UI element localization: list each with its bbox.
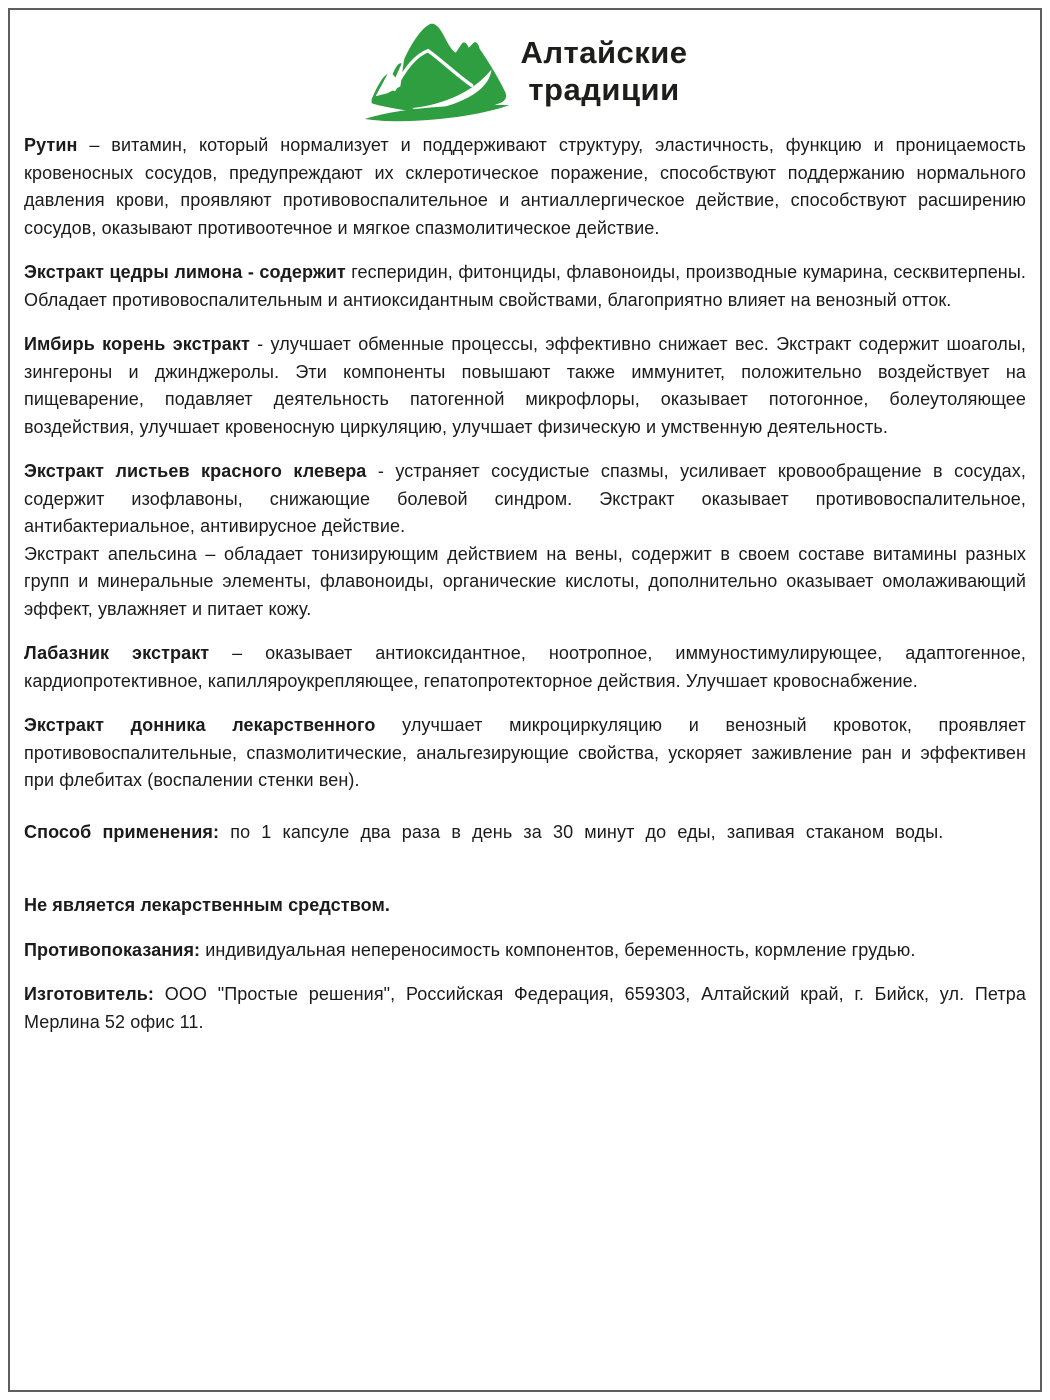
ingredient-name-ginger-root: Имбирь корень экстракт <box>24 334 250 354</box>
usage-directions-text: по 1 капсуле два раза в день за 30 минут до еды, запивая стаканом воды. <box>219 821 944 842</box>
paragraph-orange-extract <box>24 541 1026 624</box>
manufacturer-text: ООО "Простые решения", Российская Федерация, 659303, Алтайский край, г. Бийск, ул. Петра Мерлина 52 офис 11. <box>24 984 1026 1032</box>
brand-name <box>520 34 687 108</box>
ingredient-desc-rutin: – витамин, который нормализует и поддерживают структуру, эластичность, функцию и проницаемость кровеносных сосудов, предупреждают их склеротическое поражение, способствуют поддержанию нормального давления крови, проявляют противовоспалительное и антиаллергическое действие, способствуют расширению сосудов, оказывают противоотечное и мягкое спазмолитическое действие. <box>24 135 1026 238</box>
paragraph-manufacturer <box>24 981 1026 1036</box>
usage-directions-label: Способ применения: <box>24 821 220 842</box>
manufacturer-label: Изготовитель: <box>24 984 155 1004</box>
not-a-medicine-notice: Не является лекарственным средством. <box>24 895 390 915</box>
contraindications-text: индивидуальная непереносимость компонентов, беременность, кормление грудью. <box>200 939 916 960</box>
paragraph-sweet-clover-extract <box>24 712 1026 795</box>
paragraph-contraindications <box>24 937 1026 965</box>
ingredient-desc-lemon-peel: гесперидин, фитонциды, флавоноиды, производные кумарина, сесквитерпены. Обладает противовоспалительным и антиоксидантным свойствами, благоприятно влияет на венозный отток. <box>24 262 1026 310</box>
mountain-back-shape <box>372 24 506 114</box>
description-text <box>24 132 1026 1036</box>
paragraph-lemon-peel-extract <box>24 259 1026 314</box>
paragraph-usage-directions <box>24 819 1026 847</box>
brand-logo <box>24 14 1026 126</box>
paragraph-ginger-root-extract <box>24 331 1026 441</box>
ingredient-name-rutin: Рутин <box>24 135 78 155</box>
ingredient-name-red-clover: Экстракт листьев красного клевера <box>24 461 367 481</box>
paragraph-red-clover-extract <box>24 458 1026 541</box>
contraindications-label: Противопоказания: <box>24 939 201 960</box>
paragraph-meadowsweet-extract <box>24 640 1026 695</box>
paragraph-rutin <box>24 132 1026 242</box>
brand-name-line-2: традиции <box>528 72 680 107</box>
ingredient-name-lemon-peel: Экстракт цедры лимона - содержит <box>24 262 346 282</box>
ingredient-desc-meadowsweet: – оказывает антиоксидантное, ноотропное, иммуностимулирующее, адаптогенное, кардиопротективное, капилляроукрепляющее, гепатопротекторное действия. Улучшает кровоснабжение. <box>24 643 1026 691</box>
mountain-logo-icon <box>362 20 512 124</box>
ingredient-name-sweet-clover: Экстракт донника лекарственного <box>24 715 376 735</box>
label-sheet-border <box>8 8 1042 1392</box>
ingredient-name-meadowsweet: Лабазник экстракт <box>24 643 210 663</box>
ingredient-desc-sweet-clover: улучшает микроциркуляцию и венозный кровоток, проявляет противовоспалительные, спазмолитические, анальгезирующие свойства, ускоряет заживление ран и эффективен при флебитах (воспалении стенки вен). <box>24 715 1026 790</box>
ingredient-desc-orange: Экстракт апельсина – обладает тонизирующим действием на вены, содержит в своем составе витамины разных групп и минеральные элементы, флавоноиды, органические кислоты, дополнительно оказывает омолаживающий эффект, увлажняет и питает кожу. <box>24 543 1026 619</box>
brand-name-line-1: Алтайские <box>520 35 688 70</box>
ingredient-desc-red-clover: - устраняет сосудистые спазмы, усиливает кровообращение в сосудах, содержит изофлавоны, снижающие болевой синдром. Экстракт оказывает противовоспалительное, антибактериальное, антивирусное действие. <box>24 461 1026 536</box>
ingredient-desc-ginger-root: - улучшает обменные процессы, эффективно снижает вес. Экстракт содержит шоаголы, зингероны и джинджеролы. Эти компоненты повышают также иммунитет, положительно воздействует на пищеварение, подавляет деятельность патогенной микрофлоры, оказывает потогонное, болеутоляющее воздействия, улучшает кровеносную циркуляцию, улучшает физическую и умственную деятельность. <box>24 334 1026 437</box>
logo-bottom-wave <box>365 105 510 121</box>
paragraph-not-a-medicine <box>24 892 1026 920</box>
